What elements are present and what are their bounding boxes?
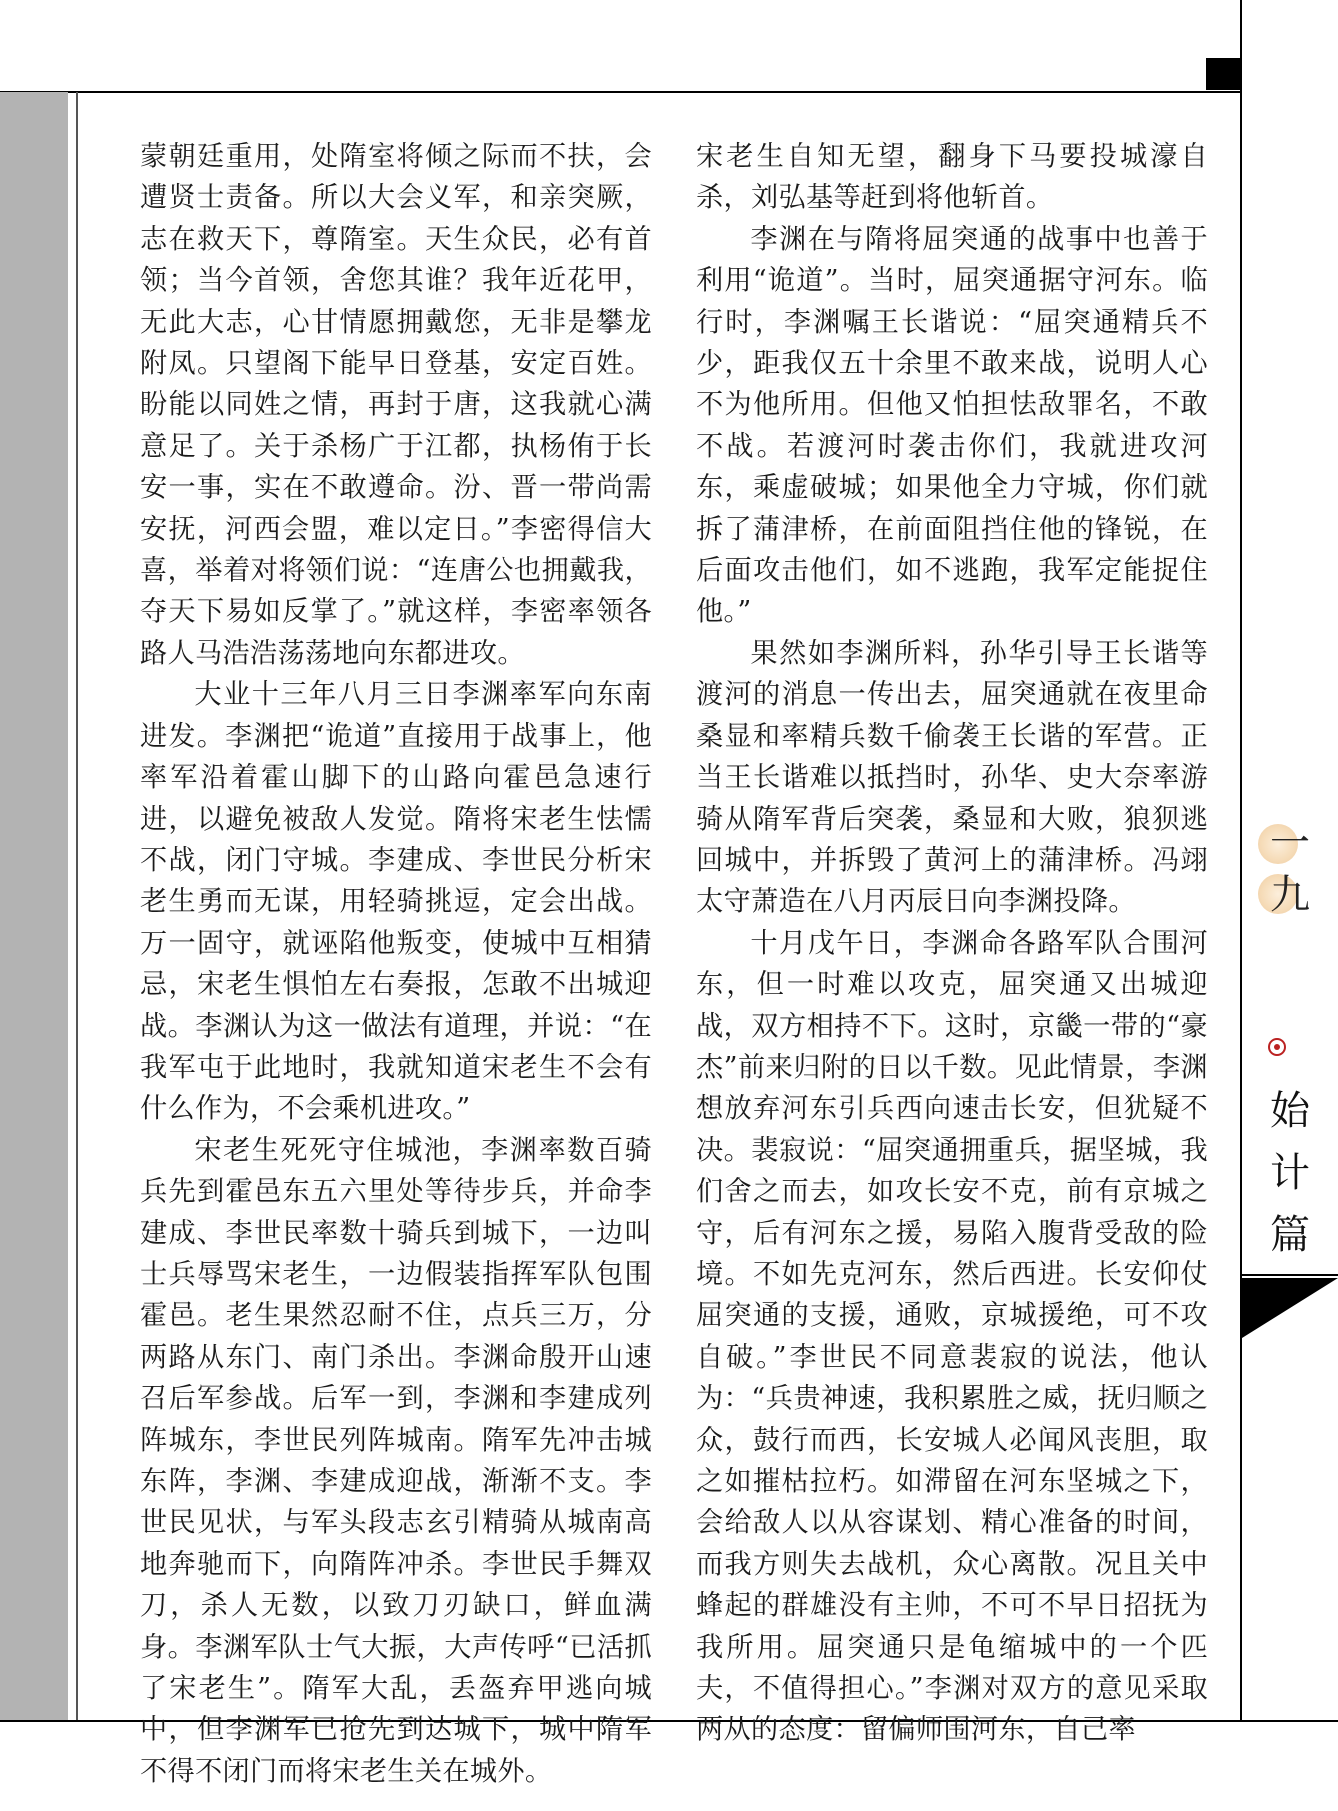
paragraph: 宋老生自知无望，翻身下马要投城濠自杀，刘弘基等赶到将他斩首。 [696,141,1208,214]
paragraph: 蒙朝廷重用，处隋室将倾之际而不扶，会遭贤士责备。所以大会义军，和亲突厥，志在救天下，尊隋室。天生众民，必有首领；当今首领，舍您其谁？我年近花甲，无此大志，心甘情愿拥戴您，无非是攀龙附凤。只望阁下能早日登基，安定百姓。盼能以同姓之情，再封于唐，这我就心满意足了。关于杀杨广于江都，执杨侑于长安一事，实在不敢遵命。汾、晋一带尚需安抚，河西会盟，难以定日。”李密得信大喜，举着对将领们说：“连唐公也拥戴我，夺天下易如反掌了。”就这样，李密率领各路人马浩浩荡荡地向东都进攻。 [140,141,652,669]
text-column-right [696,136,1208,1751]
side-rule-bottom [1240,1274,1338,1276]
chapter-title [1242,1080,1338,1266]
chapter-title-char: 计 [1270,1150,1310,1196]
corner-wedge [1242,1278,1338,1338]
bullet-dot-icon [1268,1038,1286,1056]
page-number [1242,820,1338,918]
paragraph: 李渊在与隋将屈突通的战事中也善于利用“诡道”。当时，屈突通据守河东。临行时，李渊嘱王长谐说：“屈突通精兵不少，距我仅五十余里不敢来战，说明人心不为他所用。但他又怕担怯敌罪名，不敢不战。若渡河时袭击你们，我就进攻河东，乘虚破城；如果他全力守城，你们就拆了蒲津桥，在前面阻挡住他的锋锐，在后面攻击他们，如不逃跑，我军定能捉住他。” [696,223,1208,628]
page-number-char: 一 [1270,820,1310,866]
corner-block [1206,58,1240,90]
left-margin-bar [0,92,68,1720]
paragraph: 果然如李渊所料，孙华引导王长谐等渡河的消息一传出去，屈突通就在夜里命桑显和率精兵数千偷袭王长谐的军营。正当王长谐难以抵挡时，孙华、史大奈率游骑从隋军背后突袭，桑显和大败，狼狈逃回城中，并拆毁了黄河上的蒲津桥。冯翊太守萧造在八月丙辰日向李渊投降。 [696,637,1208,918]
left-margin-bar-edge [76,92,78,1720]
text-column-left [140,136,652,1792]
paragraph: 大业十三年八月三日李渊率军向东南进发。李渊把“诡道”直接用于战事上，他率军沿着霍山脚下的山路向霍邑急速行进，以避免被敌人发觉。隋将宋老生怯懦不战，闭门守城。李建成、李世民分析宋老生勇而无谋，用轻骑挑逗，定会出战。万一固守，就诬陷他叛变，使城中互相猜忌，宋老生惧怕左右奏报，怎敢不出城迎战。李渊认为这一做法有道理，并说：“在我军屯于此地时，我就知道宋老生不会有什么作为，不会乘机进攻。” [140,679,652,1125]
chapter-title-char: 篇 [1270,1212,1310,1258]
chapter-title-char: 始 [1270,1088,1310,1134]
paragraph: 宋老生死死守住城池，李渊率数百骑兵先到霍邑东五六里处等待步兵，并命李建成、李世民率数十骑兵到城下，一边叫士兵辱骂宋老生，一边假装指挥军队包围霍邑。老生果然忍耐不住，点兵三万，分两路从东门、南门杀出。李渊命殷开山速召后军参战。后军一到，李渊和李建成列阵城东，李世民列阵城南。隋军先冲击城东阵，李渊、李建成迎战，渐渐不支。李世民见状，与军头段志玄引精骑从城南高地奔驰而下，向隋阵冲杀。李世民手舞双刀，杀人无数，以致刀刃缺口，鲜血满身。李渊军队士气大振，大声传呼“已活抓了宋老生”。隋军大乱，丢盔弃甲逃向城中，但李渊军已抢先到达城下，城中隋军不得不闭门而将宋老生关在城外。 [140,1134,652,1787]
top-rule [0,91,1242,93]
page-number-char: 九 [1270,872,1310,918]
paragraph: 十月戊午日，李渊命各路军队合围河东，但一时难以攻克，屈突通又出城迎战，双方相持不下。这时，京畿一带的“豪杰”前来归附的日以千数。见此情景，李渊想放弃河东引兵西向速击长安，但犹疑不决。裴寂说：“屈突通拥重兵，据坚城，我们舍之而去，如攻长安不克，前有京城之守，后有河东之援，易陷入腹背受敌的险境。不如先克河东，然后西进。长安仰仗屈突通的支援，通败，京城援绝，可不攻自破。”李世民不同意裴寂的说法，他认为：“兵贵神速，我积累胜之威，抚归顺之众，鼓行而西，长安城人必闻风丧胆，取之如摧枯拉朽。如滞留在河东坚城之下，会给敌人以从容谋划、精心准备的时间，而我方则失去战机，众心离散。况且关中蜂起的群雄没有主帅，不可不早日招抚为我所用。屈突通只是龟缩城中的一个匹夫，不值得担心。”李渊对双方的意见采取两从的态度：留偏师围河东，自己率 [696,927,1208,1746]
